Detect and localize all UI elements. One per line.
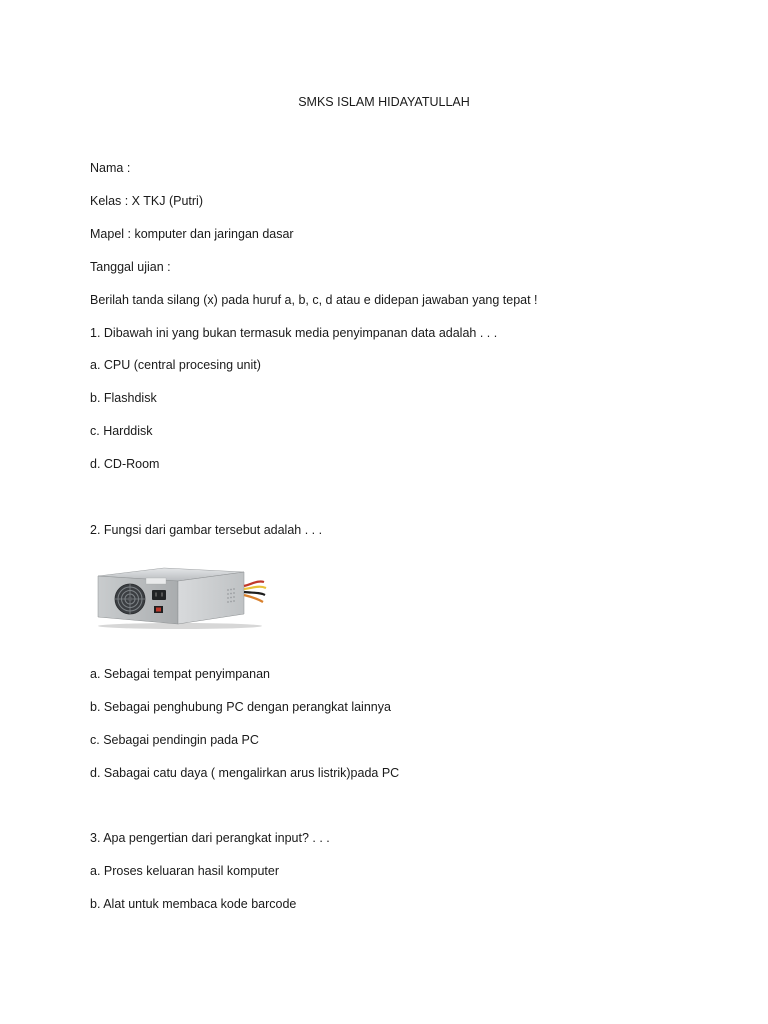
mapel-field: Mapel : komputer dan jaringan dasar <box>90 227 294 241</box>
power-supply-unit-image <box>92 566 272 630</box>
question-1-option-c: c. Harddisk <box>90 424 153 438</box>
question-3: 3. Apa pengertian dari perangkat input? . . . <box>90 831 330 845</box>
question-2-option-d: d. Sabagai catu daya ( mengalirkan arus listrik)pada PC <box>90 766 400 780</box>
question-2-option-c: c. Sebagai pendingin pada PC <box>90 733 259 747</box>
school-title: SMKS ISLAM HIDAYATULLAH <box>298 95 470 109</box>
kelas-field: Kelas : X TKJ (Putri) <box>90 194 203 208</box>
instruction-text: Berilah tanda silang (x) pada huruf a, b, c, d atau e didepan jawaban yang tepat ! <box>90 293 538 307</box>
nama-field: Nama : <box>90 161 131 175</box>
question-1-option-a: a. CPU (central procesing unit) <box>90 358 261 372</box>
question-2: 2. Fungsi dari gambar tersebut adalah . . . <box>90 523 323 537</box>
question-1: 1. Dibawah ini yang bukan termasuk media penyimpanan data adalah . . . <box>90 326 498 340</box>
question-3-option-a: a. Proses keluaran hasil komputer <box>90 864 279 878</box>
question-1-option-d: d. CD-Room <box>90 457 160 471</box>
question-1-option-b: b. Flashdisk <box>90 391 157 405</box>
question-2-option-a: a. Sebagai tempat penyimpanan <box>90 667 270 681</box>
tanggal-field: Tanggal ujian : <box>90 260 171 274</box>
question-2-option-b: b. Sebagai penghubung PC dengan perangkat lainnya <box>90 700 391 714</box>
question-3-option-b: b. Alat untuk membaca kode barcode <box>90 897 297 911</box>
